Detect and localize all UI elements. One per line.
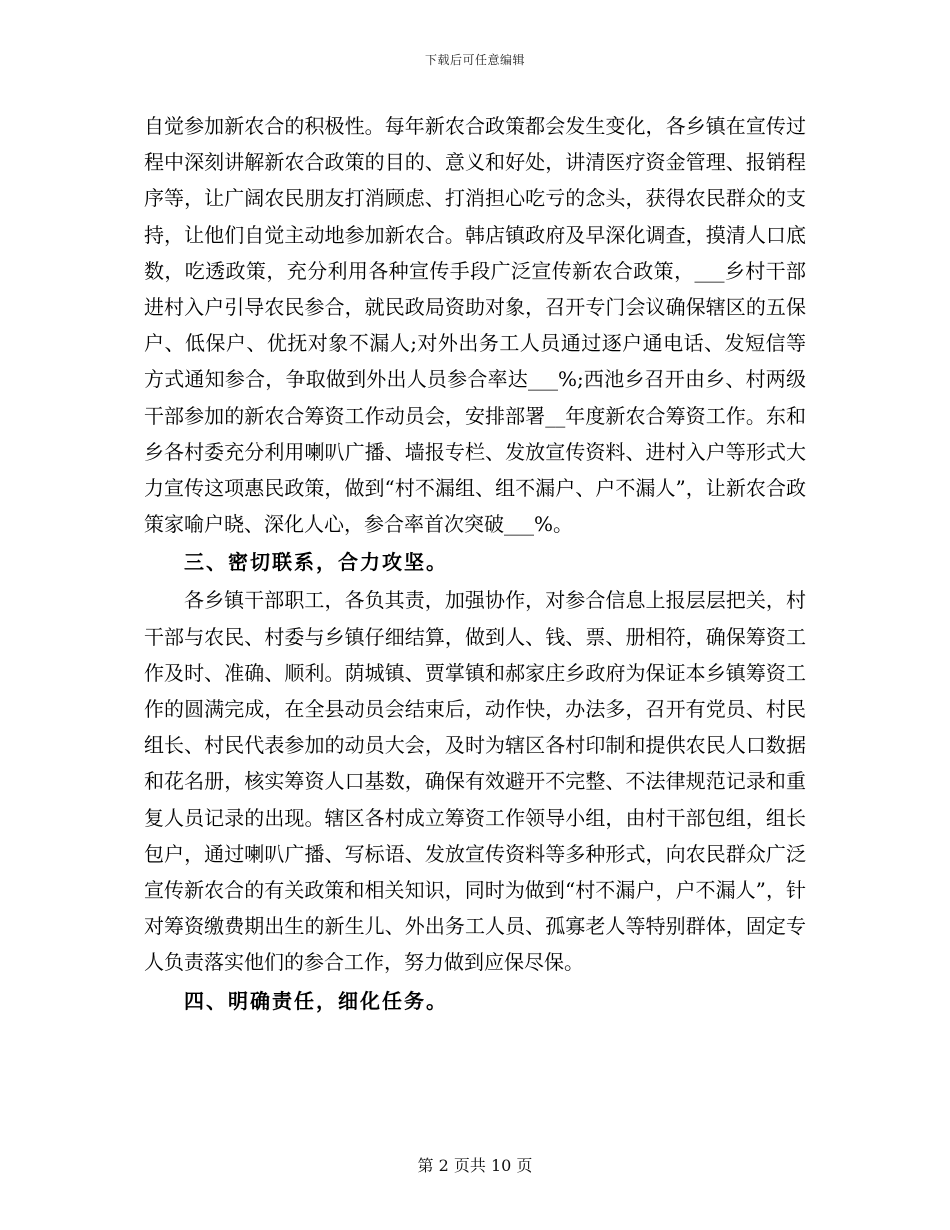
section-heading-4: 四、明确责任，细化任务。 xyxy=(184,988,448,1013)
paragraph-section-3: 各乡镇干部职工，各负其责，加强协作，对参合信息上报层层把关，村干部与农民、村委与乡镇仔细结算，做到人、钱、票、册相符，确保筹资工作及时、准确、顺利。荫城镇、贾掌镇和郝家庄乡政府为保证本乡镇筹资工作的圆满完成，在全县动员会结束后，动作快，办法多，召开有党员、村民组长、村民代表参加的动员大会，及时为辖区各村印制和提供农民人口数据和花名册，核实筹资人口基数，确保有效避开不完整、不法律规范记录和重复人员记录的出现。辖区各村成立筹资工作领导小组，由村干部包组，组长包户，通过喇叭广播、写标语、发放宣传资料等多种形式，向农民群众广泛宣传新农合的有关政策和相关知识，同时为做到“村不漏户，户不漏人”，针对筹资缴费期出生的新生儿、外出务工人员、孤寡老人等特别群体，固定专人负责落实他们的参合工作，努力做到应保尽保。 xyxy=(144,588,806,975)
page-header: 下载后可任意编辑 xyxy=(424,53,525,67)
section-heading-3: 三、密切联系，合力攻坚。 xyxy=(184,550,448,575)
document-body xyxy=(144,108,806,1021)
paragraph-continuation: 自觉参加新农合的积极性。每年新农合政策都会发生变化，各乡镇在宣传过程中深刻讲解新农合政策的目的、意义和好处，讲清医疗资金管理、报销程序等，让广阔农民朋友打消顾虑、打消担心吃亏的念头，获得农民群众的支持，让他们自觉主动地参加新农合。韩店镇政府及早深化调查，摸清人口底数，吃透政策，充分利用各种宣传手段广泛宣传新农合政策，___乡村干部进村入户引导农民参合，就民政局资助对象，召开专门会议确保辖区的五保户、低保户、优抚对象不漏人;对外出务工人员通过逐户通电话、发短信等方式通知参合，争取做到外出人员参合率达___%;西池乡召开由乡、村两级干部参加的新农合筹资工作动员会，安排部署__年度新农合筹资工作。东和乡各村委充分利用喇叭广播、墙报专栏、发放宣传资料、进村入户等形式大力宣传这项惠民政策，做到“村不漏组、组不漏户、户不漏人”，让新农合政策家喻户晓、深化人心，参合率首次突破___%。 xyxy=(144,114,806,537)
page-footer: 第 2 页共 10 页 xyxy=(417,1156,533,1175)
